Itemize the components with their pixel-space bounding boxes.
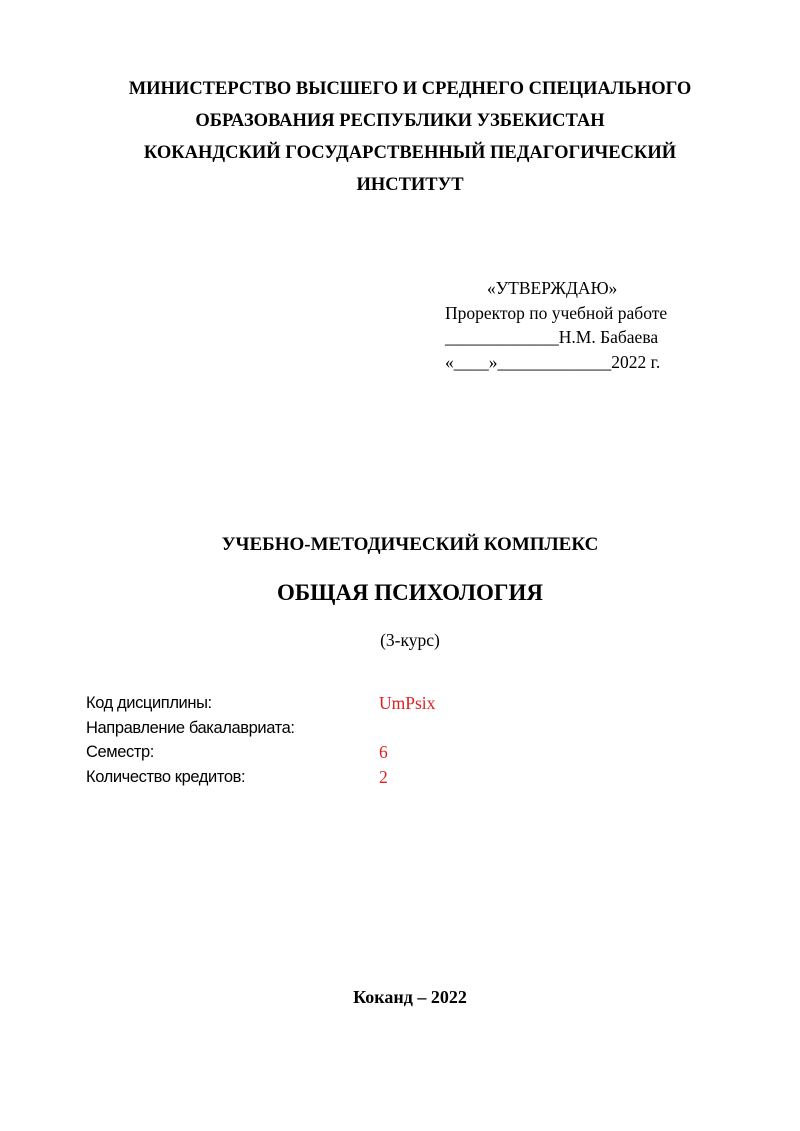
header-line-education: ОБРАЗОВАНИЯ РЕСПУБЛИКИ УЗБЕКИСТАН — [195, 111, 605, 131]
approval-position: Проректор по учебной работе — [445, 302, 668, 323]
field-label: Семестр: — [86, 743, 154, 761]
field-row-code — [86, 691, 586, 716]
field-label: Количество кредитов: — [86, 767, 246, 786]
subject-title: ОБЩАЯ ПСИХОЛОГИЯ — [276, 580, 544, 605]
field-value: UmPsix — [379, 693, 436, 713]
footer-place-year: Коканд – 2022 — [353, 987, 467, 1007]
field-value: 6 — [379, 742, 388, 762]
field-label: Направление бакалавриата: — [86, 718, 295, 737]
approval-title: «УТВЕРЖДАЮ» — [487, 278, 618, 298]
field-row-credits — [86, 765, 586, 790]
course-label: (3-курс) — [380, 630, 440, 650]
header-line-institute-name: КОКАНДСКИЙ ГОСУДАРСТВЕННЫЙ ПЕДАГОГИЧЕСКИЙ — [143, 143, 677, 163]
document-type-title: УЧЕБНО-МЕТОДИЧЕСКИЙ КОМПЛЕКС — [221, 534, 599, 555]
approval-block — [445, 276, 705, 374]
header-line-ministry: МИНИСТЕРСТВО ВЫСШЕГО И СРЕДНЕГО СПЕЦИАЛЬНОГО — [128, 79, 692, 99]
field-value: 2 — [379, 766, 388, 787]
approval-signature: _____________Н.М. Бабаева — [445, 327, 659, 347]
institution-header — [0, 73, 800, 201]
header-line-institute: ИНСТИТУТ — [356, 175, 464, 195]
discipline-fields — [86, 691, 586, 789]
field-label: Код дисциплины: — [86, 694, 212, 712]
field-row-semester — [86, 740, 586, 765]
field-row-direction — [86, 716, 586, 741]
approval-date: «____»_____________2022 г. — [445, 351, 661, 372]
